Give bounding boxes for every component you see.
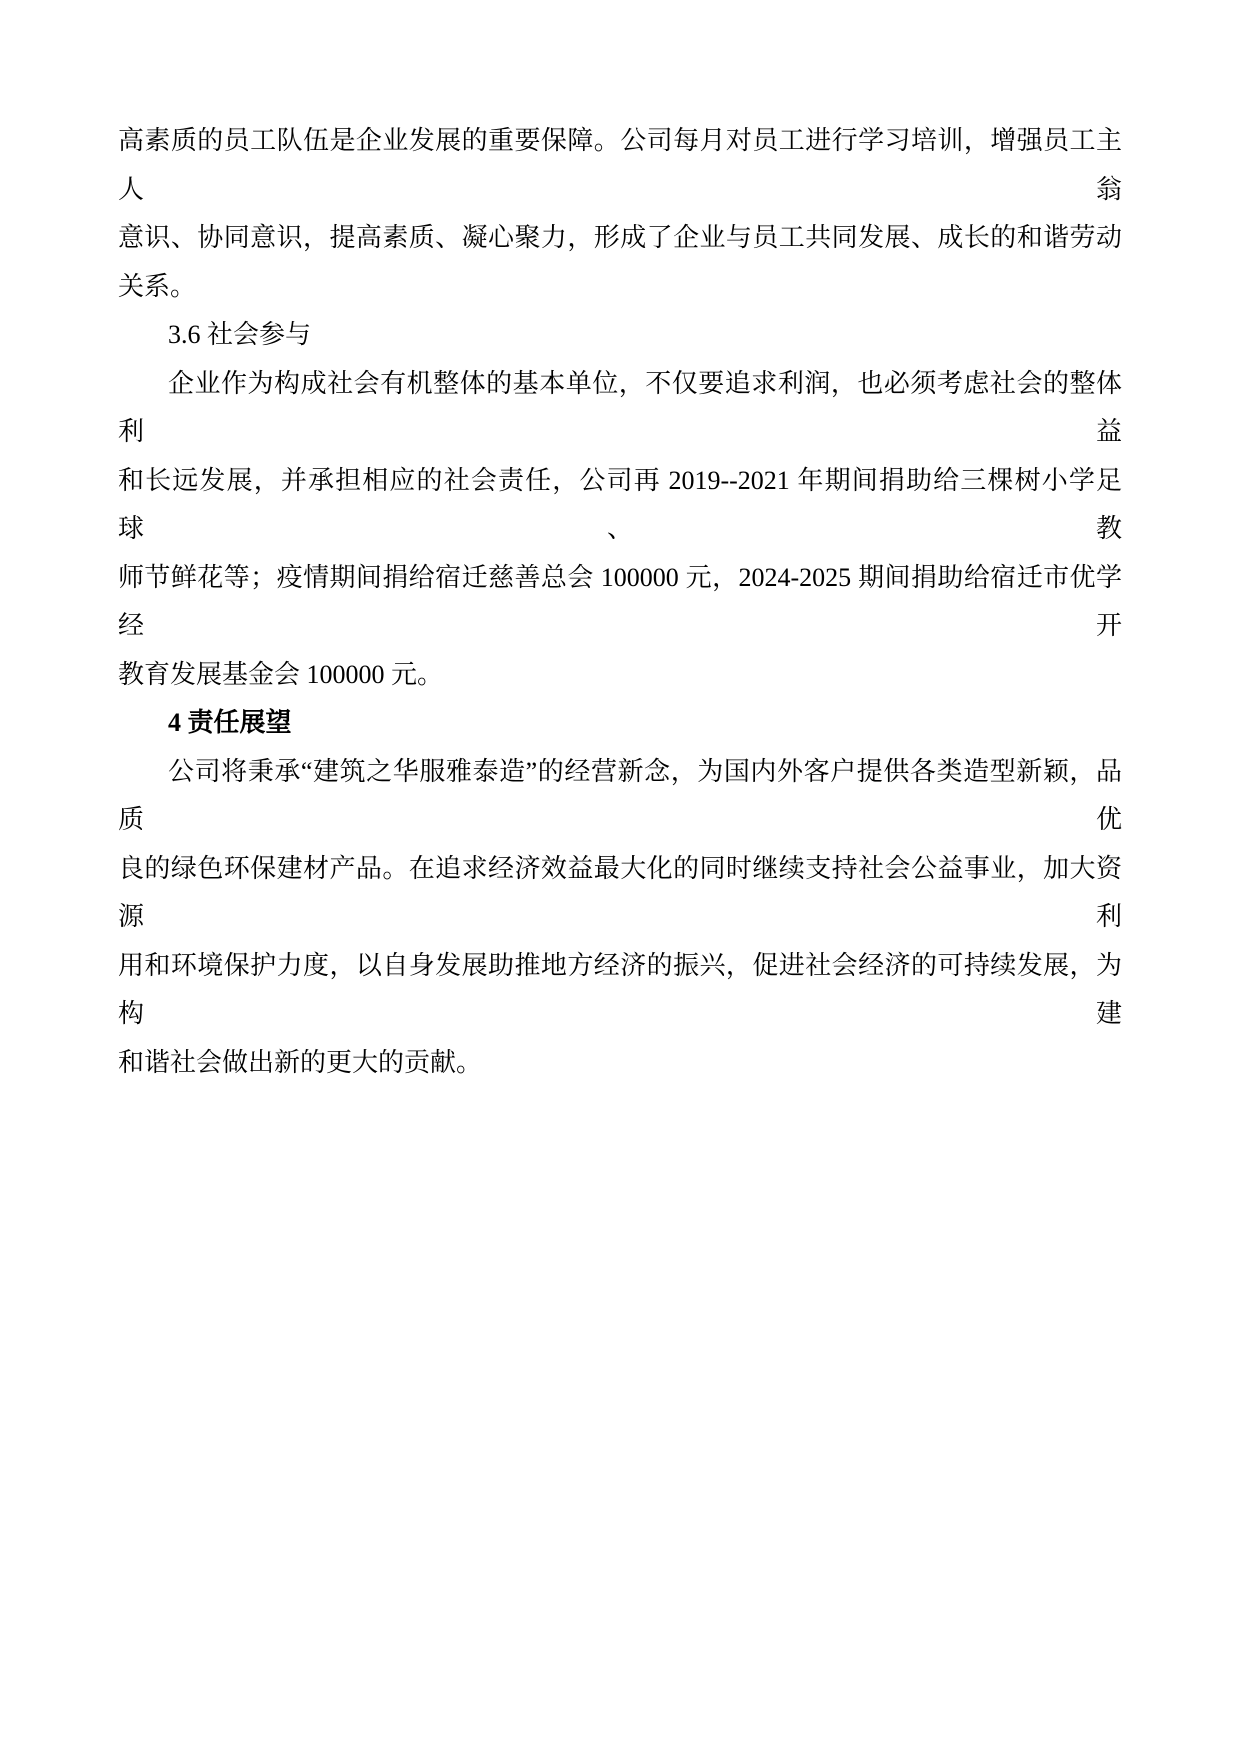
section-heading-4: 4 责任展望 — [168, 708, 292, 737]
text-line: 高素质的员工队伍是企业发展的重要保障。公司每月对员工进行学习培训，增强员工主人翁 — [118, 126, 1122, 204]
document-text-block — [118, 117, 1122, 1087]
text-line: 和长远发展，并承担相应的社会责任，公司再 2019--2021 年期间捐助给三棵树小学足球、教 — [118, 465, 1122, 543]
text-line: 教育发展基金会 100000 元。 — [118, 659, 444, 689]
text-line: 意识、协同意识，提高素质、凝心聚力，形成了企业与员工共同发展、成长的和谐劳动关系。 — [118, 223, 1122, 301]
text-line: 企业作为构成社会有机整体的基本单位，不仅要追求利润，也必须考虑社会的整体利益 — [118, 368, 1122, 446]
text-line: 公司将秉承“建筑之华服雅泰造”的经营新念，为国内外客户提供各类造型新颖，品质优 — [118, 756, 1122, 834]
text-line: 和谐社会做出新的更大的贡献。 — [118, 1047, 483, 1077]
text-line: 师节鲜花等；疫情期间捐给宿迁慈善总会 100000 元，2024-2025 期间捐助给宿迁市优学经开 — [118, 562, 1122, 640]
section-heading-3-6: 3.6 社会参与 — [168, 320, 312, 349]
text-line: 良的绿色环保建材产品。在追求经济效益最大化的同时继续支持社会公益事业，加大资源利 — [118, 853, 1122, 931]
text-line: 用和环境保护力度，以自身发展助推地方经济的振兴，促进社会经济的可持续发展，为构建 — [118, 950, 1122, 1028]
